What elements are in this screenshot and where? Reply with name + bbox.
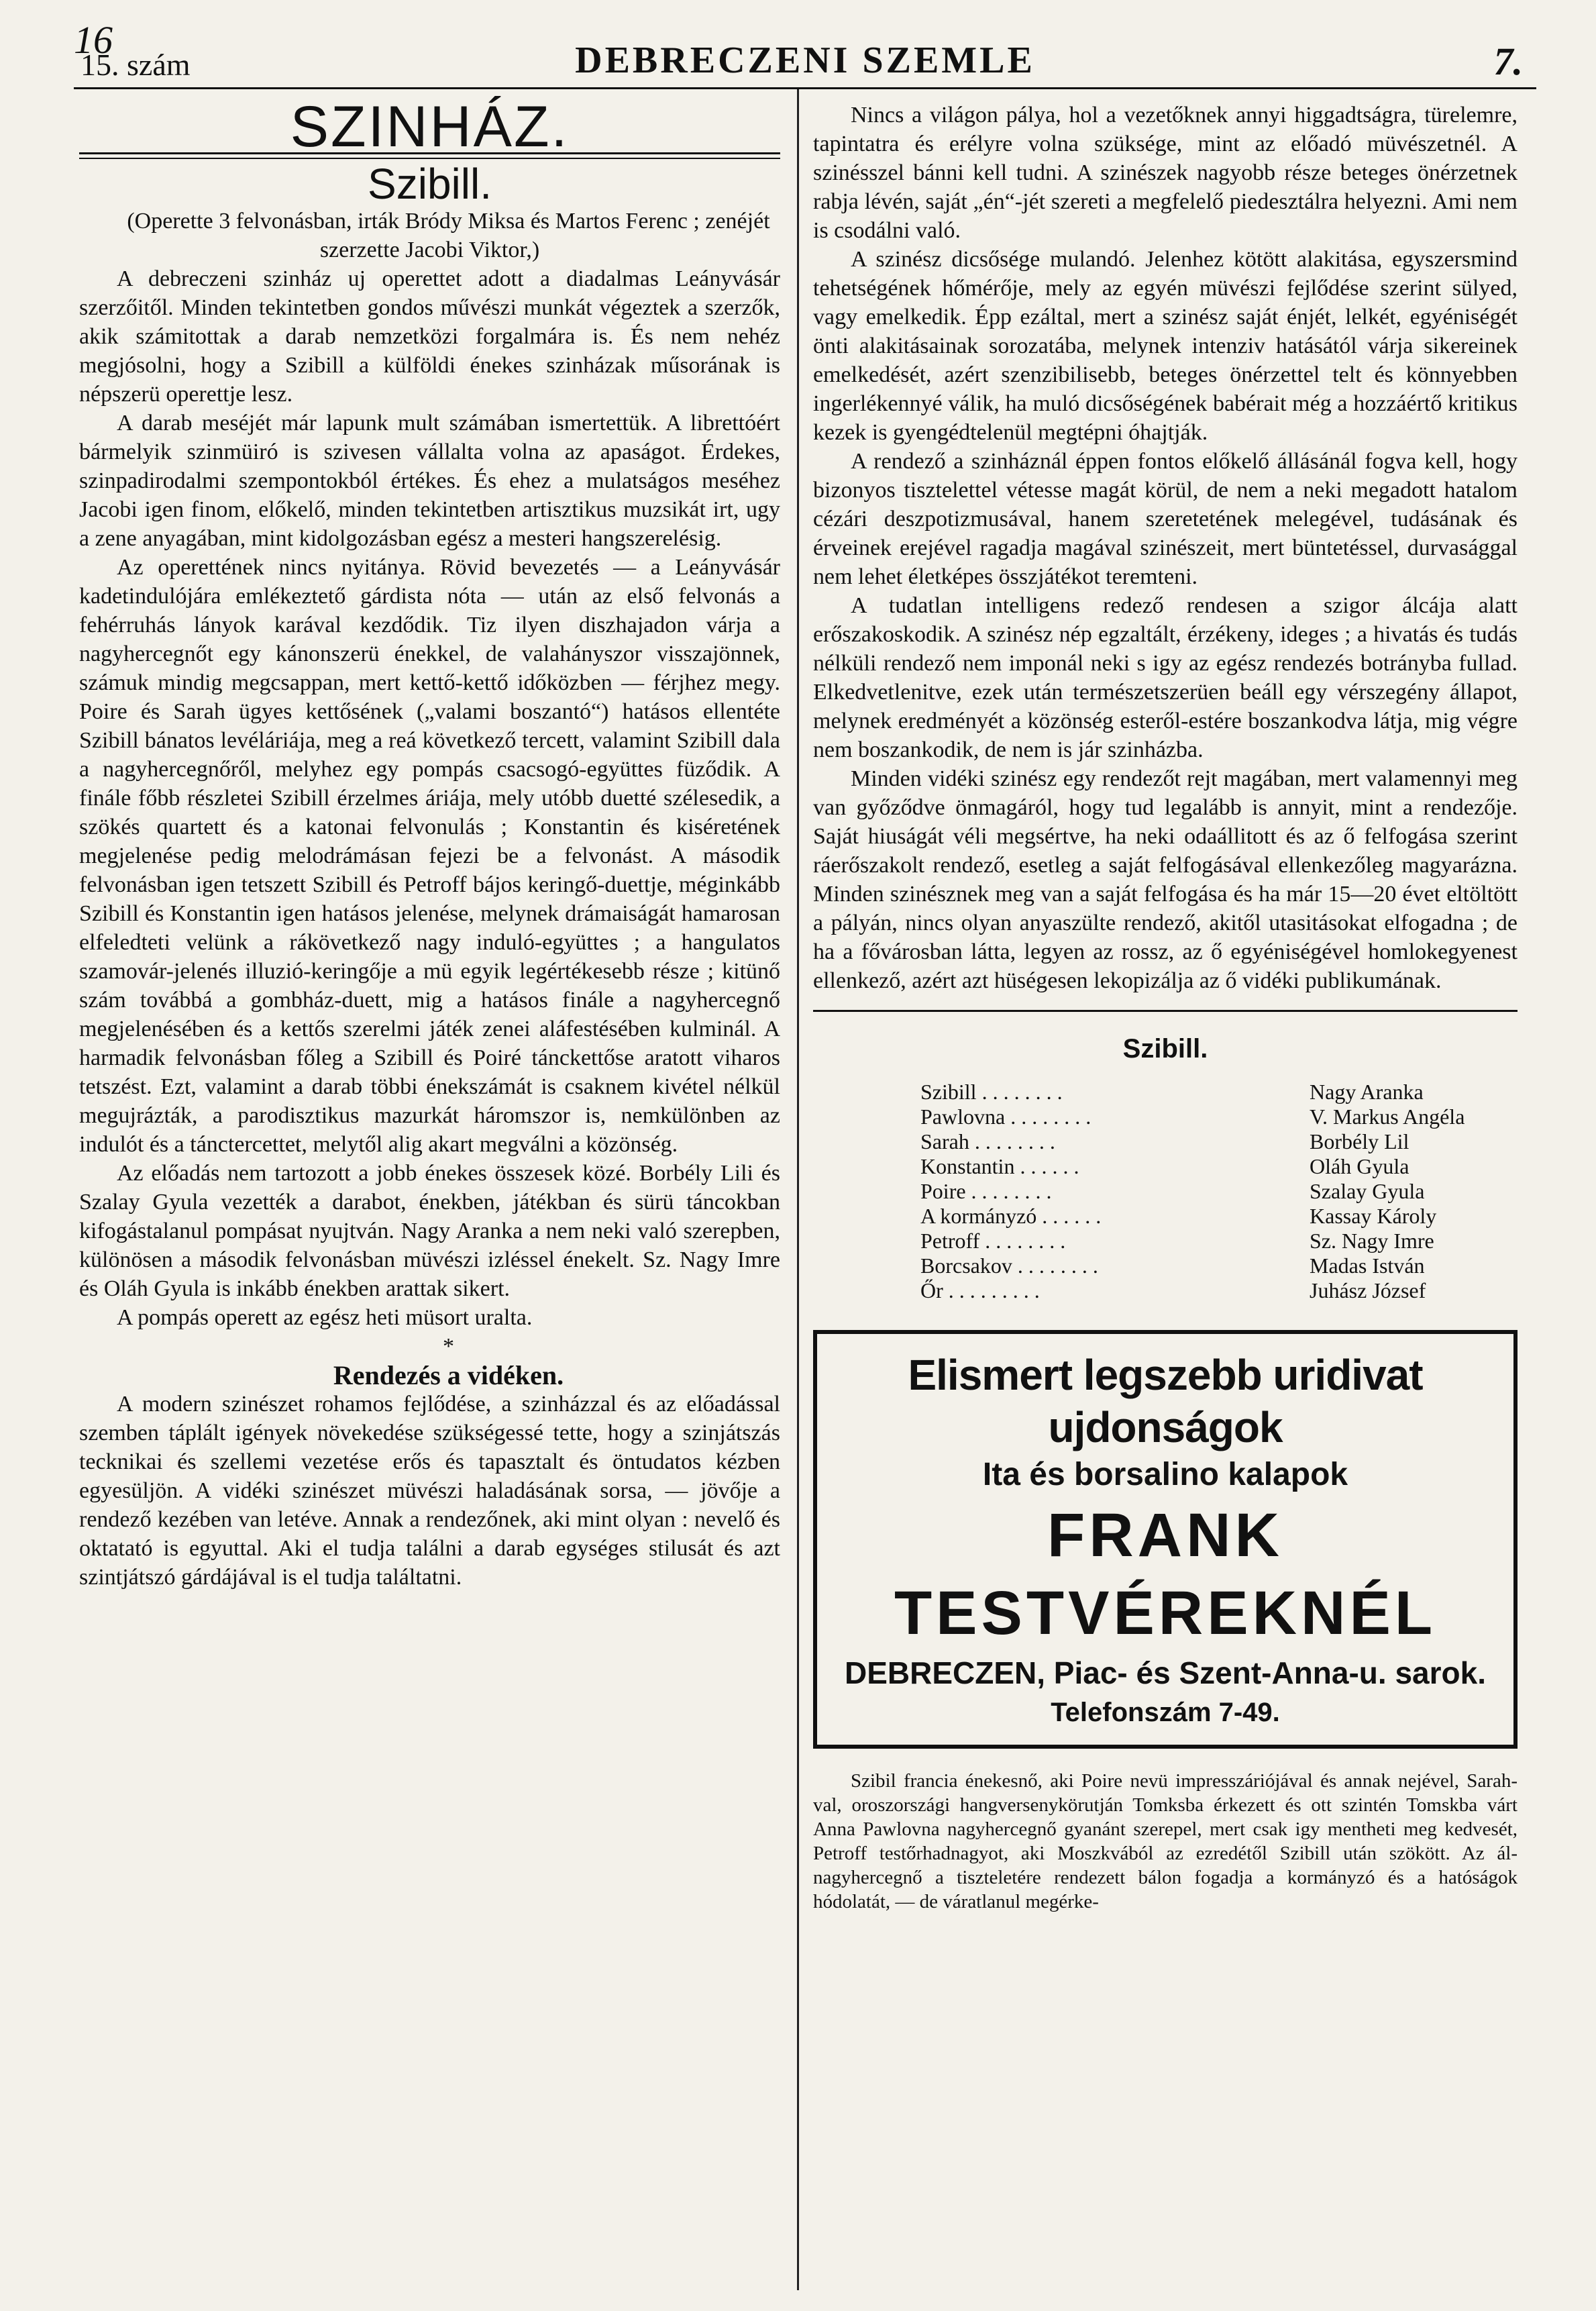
cast-role: Poire . . . . . . . . bbox=[920, 1179, 1052, 1203]
cast-actor: Sz. Nagy Imre bbox=[1310, 1229, 1434, 1253]
cast-row bbox=[920, 1179, 1511, 1204]
cast-actor: Borbély Lil bbox=[1310, 1129, 1409, 1153]
article-paragraph: A rendező a szinháznál éppen fontos előkelő állásánál fogva kell, hogy bizonyos tisztelettel vétesse magát körül, de nem a neki megadott hatalom cézári deszpotizmusával, hanem szeretetének melegével, tudásának és érveinek erejével ragadja magával szinészeit, mert büntetéssel, durvasággal nem lehet életképes összjátékot teremteni. bbox=[813, 449, 1518, 589]
article-paragraph: A pompás operett az egész heti müsort uralta. bbox=[117, 1305, 533, 1330]
cast-role: Szibill . . . . . . . . bbox=[920, 1080, 1063, 1104]
issue-number: 15. szám bbox=[81, 48, 191, 82]
advertisement-box bbox=[813, 1330, 1518, 1749]
section-title: SZINHÁZ. bbox=[290, 95, 570, 159]
cast-actor: Kassay Károly bbox=[1310, 1204, 1437, 1228]
cast-row bbox=[920, 1080, 1511, 1105]
article-paragraph: A modern szinészet rohamos fejlődése, a szinházzal és az előadással szemben táplált igények növekedése szükségessé tette, hogy a szinjátszás tecknikai és szellemi vezetése erős és tapasztalt és öntudatos kézben egyesüljön. A vidéki szinészet müvészi haladásának sorsa, — jövője a rendező kezében van letéve. Annak a rendezőnek, aki mint olyan : nevelő és oktatató is egyuttal. Aki el tudja találni a darab egységes stilusát és azt szintjátszó gárdájával is el tudja találtatni. bbox=[79, 1392, 780, 1590]
ad-headline: Elismert legszebb uridivat ujdonságok bbox=[908, 1351, 1423, 1451]
cast-actor: Oláh Gyula bbox=[1310, 1154, 1409, 1178]
cast-actor: Szalay Gyula bbox=[1310, 1179, 1425, 1203]
cast-role: Konstantin . . . . . . bbox=[920, 1154, 1079, 1178]
left-column bbox=[79, 95, 780, 1592]
article-paragraph: Az előadás nem tartozott a jobb énekes összesek közé. Borbély Lili és Szalay Gyula vezették a darabot, énekben, játékban és sürü táncokban kifogástalanul pompásat nyujtván. Nagy Aranka a nem neki való szerepben, különösen a második felvonásban müvészi izléssel énekelt. Sz. Nagy Imre és Oláh Gyula is inkább énekben arattak sikert. bbox=[79, 1161, 780, 1301]
article-paragraph: A tudatlan intelligens redező rendesen a szigor álcája alatt erőszakoskodik. A szinész nép egzaltált, érzékeny, ideges ; a hivatás és tudás nélküli rendező nem imponál neki s igy az egész rendezés botrányba fullad. Elkedvetlenitve, ezek után természetszerüen beáll egy vérszegény állapot, melynek eredményét a közönség esteről-estére boszankodva látja, mig végre nem boszankodik, de nem is jár szinházba. bbox=[813, 593, 1518, 762]
article-paragraph: A darab meséjét már lapunk mult számában ismertettük. A librettóért bármelyik szinmüiró is szivesen vállalta volna az apaságot. Érdekes, szinpadirodalmi szempontokból értékes. És ehez a mulatságos meséhez Jacobi igen finom, előkelő, minden tekintetben artisztikus muzsikát irt, ugy a zene anyagában, mint kidolgozásban egész a mesteri hangszerelésig. bbox=[79, 411, 780, 551]
cast-row bbox=[920, 1154, 1511, 1179]
right-column bbox=[813, 101, 1518, 1914]
cast-role: Sarah . . . . . . . . bbox=[920, 1129, 1055, 1153]
cast-role: Borcsakov . . . . . . . . bbox=[920, 1253, 1098, 1278]
synopsis-note bbox=[813, 1769, 1518, 1914]
cast-row bbox=[920, 1204, 1511, 1229]
cast-row bbox=[920, 1129, 1511, 1154]
ad-phone: Telefonszám 7-49. bbox=[1051, 1698, 1280, 1727]
ad-shop-name: FRANK TESTVÉREKNÉL bbox=[894, 1501, 1437, 1647]
article-paragraph: Nincs a világon pálya, hol a vezetőknek annyi higgadtságra, türelemre, tapintatra és erélyre volna szüksége, mint az előadó müvészetnél. A szinésszel bánni kell tudni. A szinészek nagyobb része beteges önérzetnek rabja lévén, saját „én“-jét szereti a megfelelő piedesztálra helyezni. Ami nem is csodálni való. bbox=[813, 103, 1518, 243]
synopsis-paragraph: Szibil francia énekesnő, aki Poire nevü impresszáriójával és annak nejével, Sarah-val, oroszországi hangversenykörutján Tomksba érkezett és ott szintén Tomskba várt Anna Pawlovna nagyhercegnő gyanánt szerepel, mert csak igy mentheti meg kedvesét, Petroff testőrhadnagyot, aki Moszkvából az ezredétől Szibill után szökött. Az ál-nagyhercegnő a tiszteletére rendezett bálon fogadja a kormányzó és a hatóságok hódolatát, — de váratlanul megérke- bbox=[813, 1770, 1518, 1912]
play-title: Szibill. bbox=[368, 160, 492, 208]
cast-role: A kormányzó . . . . . . bbox=[920, 1204, 1102, 1228]
cast-list bbox=[920, 1080, 1511, 1303]
page-number: 7. bbox=[1493, 40, 1523, 83]
column-divider bbox=[797, 89, 799, 2290]
article-paragraph: A szinész dicsősége mulandó. Jelenhez kötött alakitása, egyszersmind tehetségének hőmérője, mely az egyén müvészi fejlődése szerint sülyed, vagy emelkedik. Épp ezáltal, mert a szinész saját énjét, lelkét, egyéniségét önti alakitásainak sorozatába, melynek intenziv hatásától várja sikereinek emelkedését, azért szenzibilisebb, beteges önérzettel telt és könnyebben ingerlékennyé válik, ha muló dicsőségének babérait még a hozzáértő kritikus kezek is gyengédtelenül megtépni óhajtják. bbox=[813, 247, 1518, 445]
article-end-rule bbox=[813, 1010, 1518, 1012]
cast-role: Petroff . . . . . . . . bbox=[920, 1229, 1066, 1253]
cast-actor: Nagy Aranka bbox=[1310, 1080, 1424, 1104]
article-paragraph: A debreczeni szinház uj operettet adott a diadalmas Leányvásár szerzőitől. Minden tekintetben gondos művészi munkát végeztek a szerzők, akik számitottak a darab nemzetközi forgalmára is. És nem nehéz megjósolni, hogy a Szibill a külföldi énekes szinházak műsorának is népszerü operettje lesz. bbox=[79, 266, 780, 407]
ad-address: DEBRECZEN, Piac- és Szent-Anna-u. sarok. bbox=[845, 1655, 1486, 1690]
page-header bbox=[74, 18, 1536, 83]
handwritten-page-mark: 16 bbox=[74, 18, 113, 62]
ad-subline: Ita és borsalino kalapok bbox=[982, 1457, 1348, 1492]
cast-role: Őr . . . . . . . . . bbox=[920, 1278, 1040, 1302]
cast-role: Pawlovna . . . . . . . . bbox=[920, 1105, 1092, 1129]
journal-title: DEBRECZENI SZEMLE bbox=[575, 40, 1035, 81]
cast-title: Szibill. bbox=[1122, 1034, 1208, 1064]
subsection-title: Rendezés a vidéken. bbox=[333, 1360, 564, 1390]
header-rule bbox=[74, 87, 1536, 89]
cast-actor: Madas István bbox=[1310, 1253, 1425, 1278]
cast-row bbox=[920, 1253, 1511, 1278]
cast-row bbox=[920, 1229, 1511, 1253]
cast-actor: V. Markus Angéla bbox=[1310, 1105, 1465, 1129]
cast-actor: Juhász József bbox=[1310, 1278, 1426, 1302]
article-paragraph: Minden vidéki szinész egy rendezőt rejt magában, mert valamennyi meg van győződve önmagáról, hogy tud legalább is annyit, mint a rendezője. Saját hiuságát véli megsértve, ha neki odaállitott és az ő felfogása szerint ráerőszakolt rendező, esetleg a saját felfogásával ellenkezőleg magyarázna. Minden szinésznek meg van a saját felfogása és ha már 15—20 évet eltöltött a pályán, nincs olyan anyaszülte rendező, akitől utasitásokat elfogadna ; de ha a fővárosban látta, legyen az rossz, az ő egyéniségével homlokegyenest ellenkező, azért azt hüségesen lekopizálja az ő vidéki publikumának. bbox=[813, 766, 1518, 993]
section-star: * bbox=[443, 1334, 454, 1359]
cast-row bbox=[920, 1105, 1511, 1129]
article-paragraph: Az operettének nincs nyitánya. Rövid bevezetés — a Leányvásár kadetindulójára emlékeztető gárdista nóta — után az első felvonás a fehérruhás lányok karával kezdődik. Tiz ilyen diszhajadon várja a nagyhercegnőt egy kánonszerü énekkel, de valahányszor visszajönnek, számuk mindig megcsappan, mert kettő-kettő időközben — férjhez megy. Poire és Sarah ügyes kettősének („valami boszantó“) hatásos ellentéte Szibill bánatos levéláriája, meg a reá következő tercett, valamint Szibill dala a nagyhercegnőről, melyhez egy pompás csacsogó-együttes füződik. A finále főbb részletei Szibill érzelmes áriája, mely utóbb duetté szélesedik, a szökés quartett és a katonai felvonulás ; Konstantin és kiséretének megjelenése pedig melodrámásan fejezi be a felvonást. A második felvonásban igen tetszett Szibill és Petroff bájos keringő-duettje, méginkább Szibill és Konstantin igen hatásos jelenése, melynek drámaiságát hamarosan elfeledteti velünk a rákövetkező nagy induló-együttes ; a hangulatos szamovár-jelenés illuzió-keringője a mü egyik legértékesebb része ; kitünő szám továbbá a gombház-duett, mig a hatásos finále a nagyhercegnő megjelenésében és a kettős szerelmi játék zenei aláfestésében kulminál. A harmadik felvonásban főleg a Szibill és Poiré tánckettőse aratott viharos tetszést. Ezt, valamint a darab többi énekszámát is csaknem kivétel nélkül megujrázták, a parodisztikus mazurkát háromszor is, nemkülönben az indulót és a tánctercettet, melytől alig akart megválni a közönség. bbox=[79, 555, 780, 1157]
play-subtitle: (Operette 3 felvonásban, irták Bródy Miksa és Martos Ferenc ; zenéjét szerzette Jacobi Viktor,) bbox=[127, 209, 770, 262]
cast-row bbox=[920, 1278, 1511, 1303]
